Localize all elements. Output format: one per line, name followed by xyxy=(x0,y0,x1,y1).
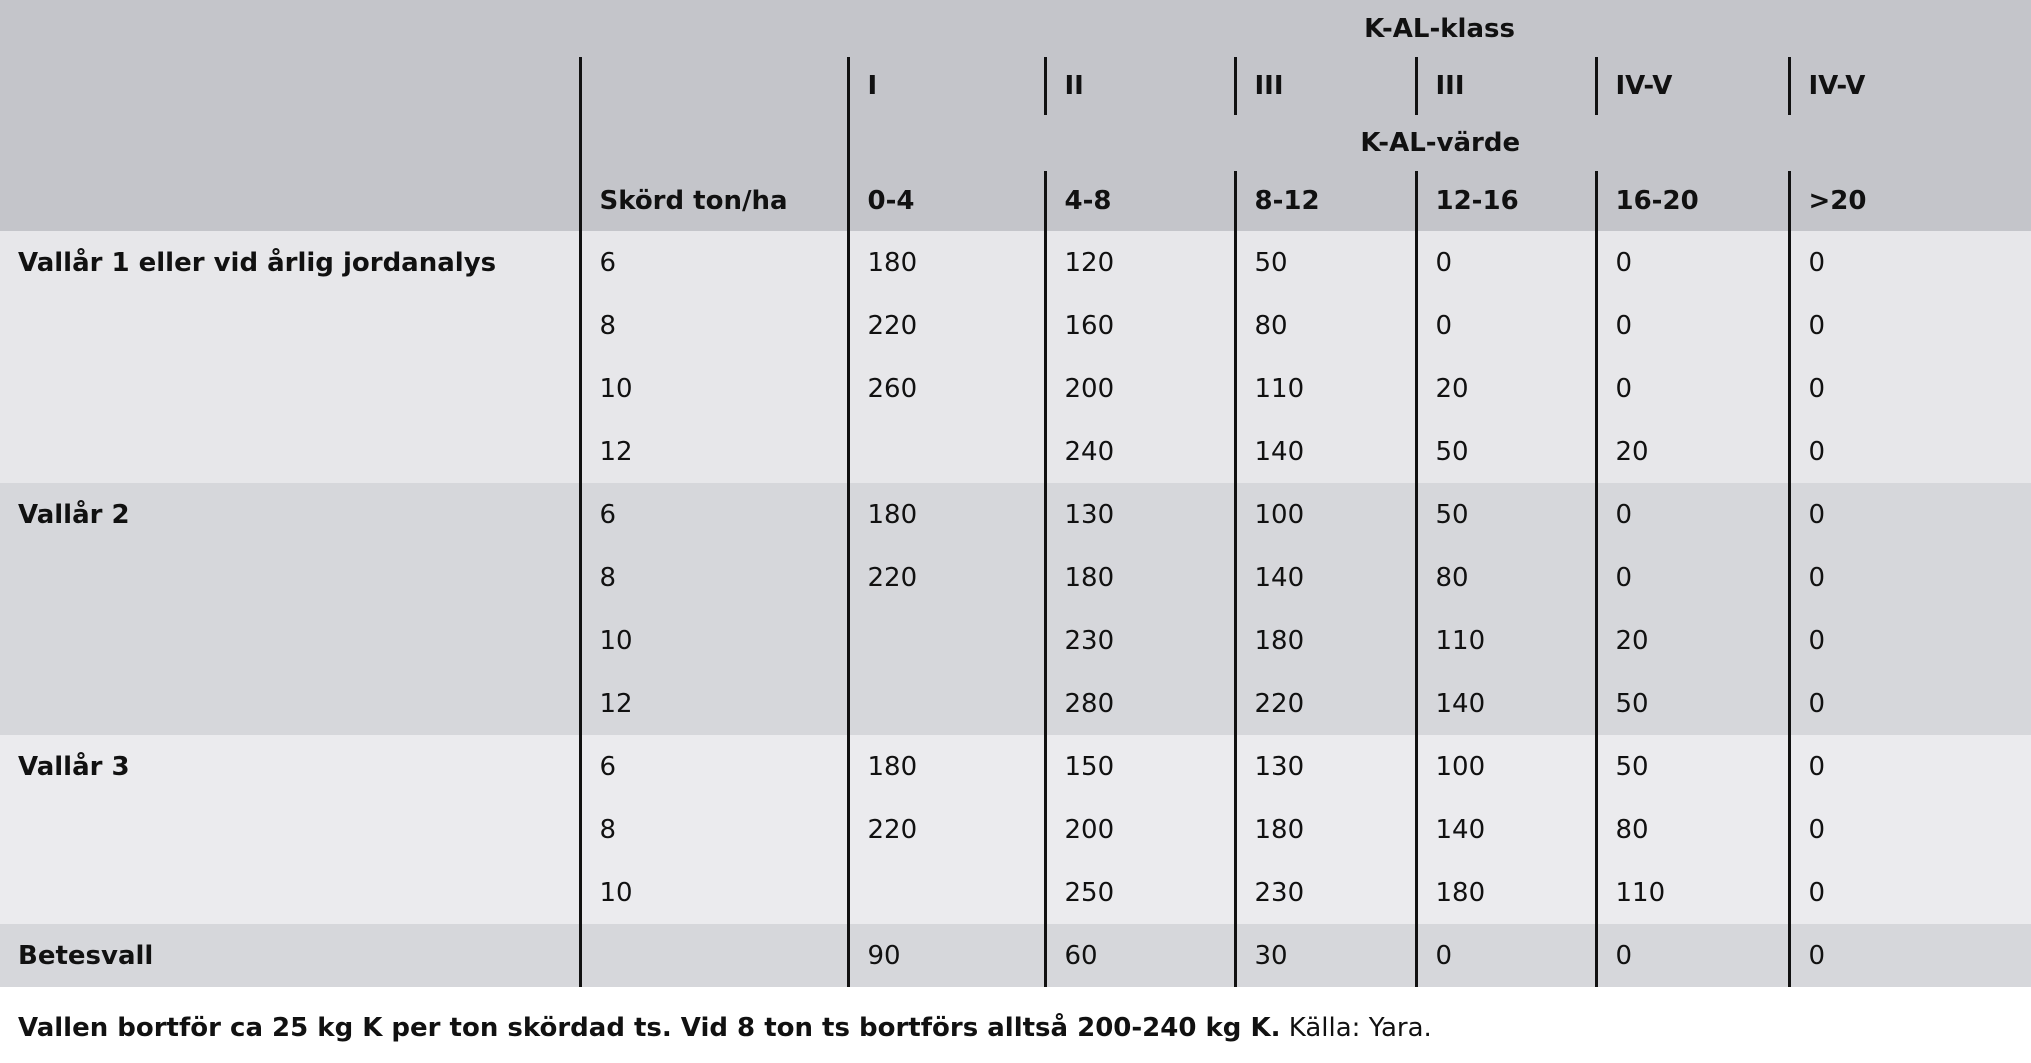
value-cell: 180 xyxy=(848,483,1045,546)
value-cell: 110 xyxy=(1416,609,1596,672)
value-cell: 200 xyxy=(1045,798,1235,861)
yield-cell: 8 xyxy=(580,798,848,861)
value-cell: 0 xyxy=(1789,357,2031,420)
value-cell: 0 xyxy=(1789,798,2031,861)
value-cell: 80 xyxy=(1596,798,1789,861)
value-cell: 20 xyxy=(1596,420,1789,483)
yield-cell: 10 xyxy=(580,357,848,420)
value-cell: 80 xyxy=(1416,546,1596,609)
value-cell: 50 xyxy=(1235,231,1416,294)
value-title: K-AL-värde xyxy=(848,115,2031,171)
section-label: Vallår 2 xyxy=(0,483,580,546)
value-cell: 0 xyxy=(1596,357,1789,420)
header-cell xyxy=(0,115,580,171)
value-cell: 220 xyxy=(848,294,1045,357)
value-cell: 100 xyxy=(1416,735,1596,798)
table-row xyxy=(0,357,2031,420)
yield-cell: 12 xyxy=(580,672,848,735)
value-cell: 0 xyxy=(1596,546,1789,609)
table-row xyxy=(0,294,2031,357)
table-row xyxy=(0,924,2031,987)
header-row-class-title xyxy=(0,0,2031,57)
range-label: 16-20 xyxy=(1596,171,1789,231)
value-cell: 0 xyxy=(1416,924,1596,987)
value-cell: 110 xyxy=(1596,861,1789,924)
value-cell: 0 xyxy=(1596,483,1789,546)
value-cell: 50 xyxy=(1416,483,1596,546)
value-cell: 90 xyxy=(848,924,1045,987)
range-label: >20 xyxy=(1789,171,2031,231)
value-cell: 0 xyxy=(1789,924,2031,987)
value-cell: 0 xyxy=(1789,483,2031,546)
range-label: 12-16 xyxy=(1416,171,1596,231)
value-cell: 20 xyxy=(1416,357,1596,420)
header-cell xyxy=(580,0,848,57)
header-cell xyxy=(0,0,580,57)
class-label: I xyxy=(848,57,1045,115)
header-row-classes xyxy=(0,57,2031,115)
value-cell: 50 xyxy=(1596,672,1789,735)
value-cell xyxy=(848,672,1045,735)
header-row-ranges xyxy=(0,171,2031,231)
value-cell: 140 xyxy=(1416,798,1596,861)
yield-cell: 6 xyxy=(580,483,848,546)
value-cell: 200 xyxy=(1045,357,1235,420)
value-cell: 0 xyxy=(1596,231,1789,294)
class-label: III xyxy=(1235,57,1416,115)
table-row xyxy=(0,231,2031,294)
value-cell xyxy=(848,861,1045,924)
section-cell xyxy=(0,294,580,357)
value-cell: 140 xyxy=(1235,420,1416,483)
value-cell: 140 xyxy=(1416,672,1596,735)
section-cell xyxy=(0,672,580,735)
value-cell: 220 xyxy=(848,798,1045,861)
range-label: 4-8 xyxy=(1045,171,1235,231)
yield-cell: 10 xyxy=(580,609,848,672)
value-cell: 180 xyxy=(1416,861,1596,924)
value-cell: 240 xyxy=(1045,420,1235,483)
value-cell: 0 xyxy=(1596,294,1789,357)
table-caption xyxy=(18,1013,1432,1043)
value-cell: 100 xyxy=(1235,483,1416,546)
header-cell xyxy=(580,115,848,171)
value-cell: 0 xyxy=(1789,735,2031,798)
caption-source: Källa: Yara. xyxy=(1280,1013,1432,1043)
value-cell: 110 xyxy=(1235,357,1416,420)
value-cell: 160 xyxy=(1045,294,1235,357)
range-label: 0-4 xyxy=(848,171,1045,231)
value-cell: 0 xyxy=(1789,420,2031,483)
value-cell: 50 xyxy=(1416,420,1596,483)
section-label: Vallår 1 eller vid årlig jordanalys xyxy=(0,231,580,294)
value-cell: 0 xyxy=(1789,546,2031,609)
table-row xyxy=(0,735,2031,798)
value-cell: 30 xyxy=(1235,924,1416,987)
value-cell: 180 xyxy=(1045,546,1235,609)
table-row xyxy=(0,861,2031,924)
section-cell xyxy=(0,420,580,483)
value-cell: 180 xyxy=(848,231,1045,294)
class-label: II xyxy=(1045,57,1235,115)
caption-bold: Vallen bortför ca 25 kg K per ton skördad ts. Vid 8 ton ts bortförs alltså 200-240 kg K. xyxy=(18,1013,1281,1043)
value-cell: 140 xyxy=(1235,546,1416,609)
value-cell: 220 xyxy=(1235,672,1416,735)
value-cell: 0 xyxy=(1416,231,1596,294)
yield-cell xyxy=(580,924,848,987)
value-cell: 230 xyxy=(1235,861,1416,924)
value-cell xyxy=(848,420,1045,483)
range-label: 8-12 xyxy=(1235,171,1416,231)
section-cell xyxy=(0,546,580,609)
value-cell: 0 xyxy=(1416,294,1596,357)
section-label: Betesvall xyxy=(0,924,580,987)
section-cell xyxy=(0,798,580,861)
header-cell xyxy=(580,57,848,115)
header-row-value-title xyxy=(0,115,2031,171)
class-label: IV-V xyxy=(1596,57,1789,115)
yield-cell: 10 xyxy=(580,861,848,924)
value-cell: 0 xyxy=(1789,672,2031,735)
value-cell: 20 xyxy=(1596,609,1789,672)
value-cell: 120 xyxy=(1045,231,1235,294)
value-cell: 250 xyxy=(1045,861,1235,924)
table-row xyxy=(0,798,2031,861)
value-cell: 50 xyxy=(1596,735,1789,798)
section-label: Vallår 3 xyxy=(0,735,580,798)
table-row xyxy=(0,483,2031,546)
value-cell: 150 xyxy=(1045,735,1235,798)
table-row xyxy=(0,546,2031,609)
yield-cell: 8 xyxy=(580,546,848,609)
yield-cell: 6 xyxy=(580,735,848,798)
value-cell: 0 xyxy=(1789,231,2031,294)
section-cell xyxy=(0,861,580,924)
class-label: IV-V xyxy=(1789,57,2031,115)
value-cell: 180 xyxy=(1235,609,1416,672)
section-cell xyxy=(0,609,580,672)
yield-column-header: Skörd ton/ha xyxy=(580,171,848,231)
value-cell: 180 xyxy=(1235,798,1416,861)
value-cell xyxy=(848,609,1045,672)
section-cell xyxy=(0,357,580,420)
table-row xyxy=(0,420,2031,483)
value-cell: 180 xyxy=(848,735,1045,798)
class-label: III xyxy=(1416,57,1596,115)
yield-cell: 6 xyxy=(580,231,848,294)
table-row xyxy=(0,609,2031,672)
table-row xyxy=(0,672,2031,735)
value-cell: 230 xyxy=(1045,609,1235,672)
yield-cell: 12 xyxy=(580,420,848,483)
value-cell: 0 xyxy=(1789,294,2031,357)
value-cell: 80 xyxy=(1235,294,1416,357)
value-cell: 130 xyxy=(1235,735,1416,798)
value-cell: 0 xyxy=(1789,609,2031,672)
value-cell: 220 xyxy=(848,546,1045,609)
yield-cell: 8 xyxy=(580,294,848,357)
value-cell: 260 xyxy=(848,357,1045,420)
class-title: K-AL-klass xyxy=(848,0,2031,57)
header-cell xyxy=(0,171,580,231)
value-cell: 0 xyxy=(1596,924,1789,987)
header-cell xyxy=(0,57,580,115)
value-cell: 280 xyxy=(1045,672,1235,735)
value-cell: 0 xyxy=(1789,861,2031,924)
value-cell: 60 xyxy=(1045,924,1235,987)
value-cell: 130 xyxy=(1045,483,1235,546)
